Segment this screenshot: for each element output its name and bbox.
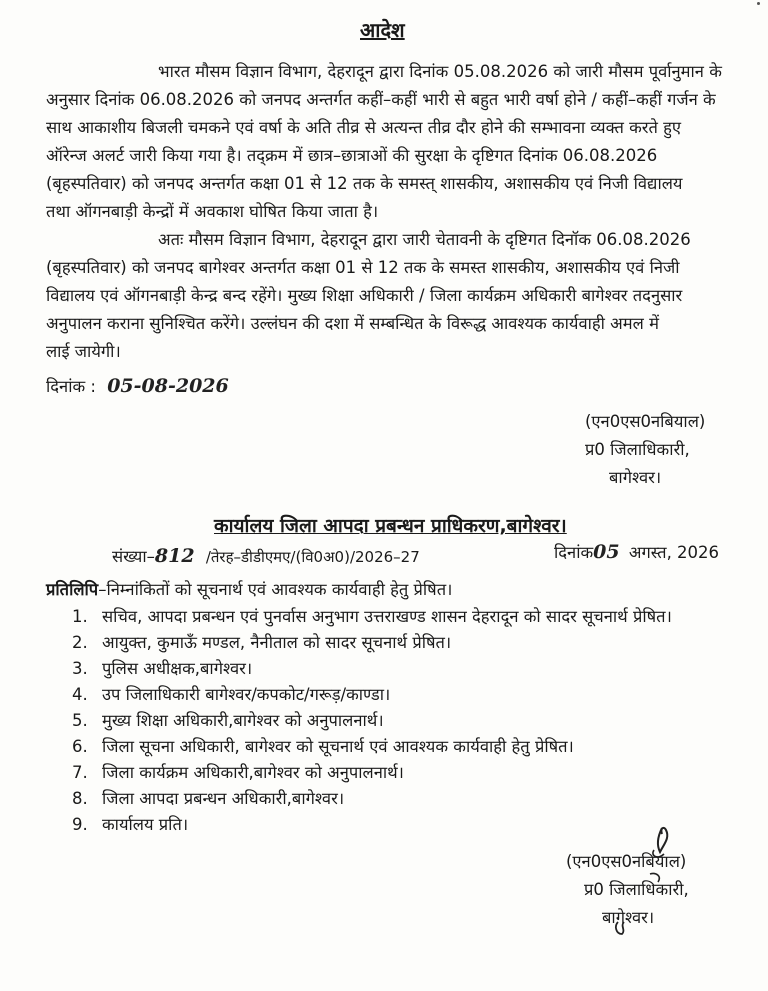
list-text: जिला आपदा प्रबन्धन अधिकारी,बागेश्वर। <box>102 789 345 808</box>
office-ref-prefix: संख्या– <box>112 547 155 566</box>
order-signature-block <box>585 408 705 492</box>
office-signature-block <box>566 848 689 932</box>
order-p1-line: ऑरेन्ज अलर्ट जारी किया गया है। तद्क्रम में छात्र–छात्राओं की सुरक्षा के दृष्टिगत दिनांक 06.08.2026 <box>46 146 658 165</box>
list-number: 9. <box>72 815 88 834</box>
order-p1-line: तथा ऑगनबाड़ी केन्द्रों में अवकाश घोषित किया जाता है। <box>46 202 379 221</box>
list-number: 3. <box>72 659 88 678</box>
office-ref-row <box>112 544 420 569</box>
office-date-day: 05 <box>593 541 620 563</box>
list-number: 2. <box>72 633 88 652</box>
order-signature-place: बागेश्वर। <box>609 468 662 487</box>
office-ref-suffix: /तेरह–डीडीएमए/(वि0अ0)/2026–27 <box>205 548 420 566</box>
order-date-label: दिनांक : <box>46 377 96 396</box>
list-number: 4. <box>72 685 88 704</box>
copy-heading-rest: –निम्नांकितों को सूचनार्थ एवं आवश्यक कार्यवाही हेतु प्रेषित। <box>98 580 453 599</box>
list-item <box>72 760 404 783</box>
order-p1-line: (बृहस्पतिवार) को जनपद अन्तर्गत कक्षा 01 से 12 तक के समस्त् शासकीय, अशासकीय एवं निजी विद्यालय <box>46 174 683 193</box>
office-date-rest: अगस्त, 2026 <box>628 543 720 562</box>
list-number: 7. <box>72 763 88 782</box>
office-ref-number: 812 <box>154 545 195 567</box>
copy-heading <box>46 578 452 602</box>
list-item <box>72 682 390 705</box>
list-number: 6. <box>72 737 88 756</box>
list-item <box>72 812 188 835</box>
order-signature-name: (एन0एस0नबियाल) <box>585 412 706 431</box>
order-p2-line: (बृहस्पतिवार) को जनपद बागेश्वर अन्तर्गत कक्षा 01 से 12 तक के समस्त शासकीय, अशासकीय एवं निजी <box>46 258 680 277</box>
list-item <box>72 630 451 653</box>
order-title: आदेश <box>360 18 405 42</box>
order-p1-line: अनुसार दिनांक 06.08.2026 को जनपद अन्तर्गत कहीं–कहीं भारी से बहुत भारी वर्षा होने / कहीं–कहीं गर्जन के <box>46 90 716 109</box>
office-signature-designation: प्र0 जिलाधिकारी, <box>584 880 689 899</box>
copy-heading-bold: प्रतिलिपि <box>46 580 99 599</box>
list-text: उप जिलाधिकारी बागेश्वर/कपकोट/गरूड़/काण्डा। <box>102 685 391 704</box>
list-item <box>72 604 672 627</box>
list-text: आयुक्त, कुमाऊँ मण्डल, नैनीताल को सादर सूचनार्थ प्रेषित। <box>102 633 452 652</box>
list-text: पुलिस अधीक्षक,बागेश्वर। <box>102 659 253 678</box>
order-p2-line: विद्यालय एवं ऑगनबाड़ी केन्द्र बन्द रहेंगे। मुख्य शिक्षा अधिकारी / जिला कार्यक्रम अधिकारी बागेश्वर तदनुसार <box>46 286 683 305</box>
order-signature-designation: प्र0 जिलाधिकारी, <box>585 440 690 459</box>
office-date-prefix: दिनांक <box>554 543 594 562</box>
order-date-handwritten: 05-08-2026 <box>107 375 229 397</box>
list-item <box>72 786 344 809</box>
list-text: कार्यालय प्रति। <box>102 815 189 834</box>
order-p1-line: भारत मौसम विज्ञान विभाग, देहरादून द्वारा दिनांक 05.08.2026 को जारी मौसम पूर्वानुमान के <box>158 62 722 81</box>
list-number: 5. <box>72 711 88 730</box>
office-signature-place: बागेश्वर। <box>602 908 655 927</box>
order-p2-line: अतः मौसम विज्ञान विभाग, देहरादून द्वारा जारी चेतावनी के दृष्टिगत दिनॉक 06.08.2026 <box>158 230 691 249</box>
list-text: सचिव, आपदा प्रबन्धन एवं पुनर्वास अनुभाग उत्तराखण्ड शासन देहरादून को सादर सूचनार्थ प्रेषित। <box>102 607 672 626</box>
office-signature-name: (एन0एस0नबियाल) <box>566 852 687 871</box>
order-p2-line: लाई जायेगी। <box>46 342 121 361</box>
list-item <box>72 708 384 731</box>
corner-mark <box>757 2 760 5</box>
list-text: जिला कार्यक्रम अधिकारी,बागेश्वर को अनुपालनार्थ। <box>102 763 404 782</box>
list-item <box>72 656 252 679</box>
list-text: मुख्य शिक्षा अधिकारी,बागेश्वर को अनुपालनार्थ। <box>102 711 384 730</box>
order-p1-line: साथ आकाशीय बिजली चमकने एवं वर्षा के अति तीव्र से अत्यन्त तीव्र दौर होने की सम्भावना व्यक्त करते हुए <box>46 118 682 137</box>
list-text: जिला सूचना अधिकारी, बागेश्वर को सूचनार्थ एवं आवश्यक कार्यवाही हेतु प्रेषित। <box>102 737 574 756</box>
list-item <box>72 734 574 757</box>
list-number: 1. <box>72 607 88 626</box>
order-p2-line: अनुपालन कराना सुनिश्चित करेंगे। उल्लंघन की दशा में सम्बन्धित के विरूद्ध आवश्यक कार्यवाही अमल में <box>46 314 659 333</box>
office-date-row <box>554 540 719 565</box>
list-number: 8. <box>72 789 88 808</box>
office-title: कार्यालय जिला आपदा प्रबन्धन प्राधिकरण,बागेश्वर। <box>214 515 567 537</box>
order-date-row <box>46 374 229 399</box>
